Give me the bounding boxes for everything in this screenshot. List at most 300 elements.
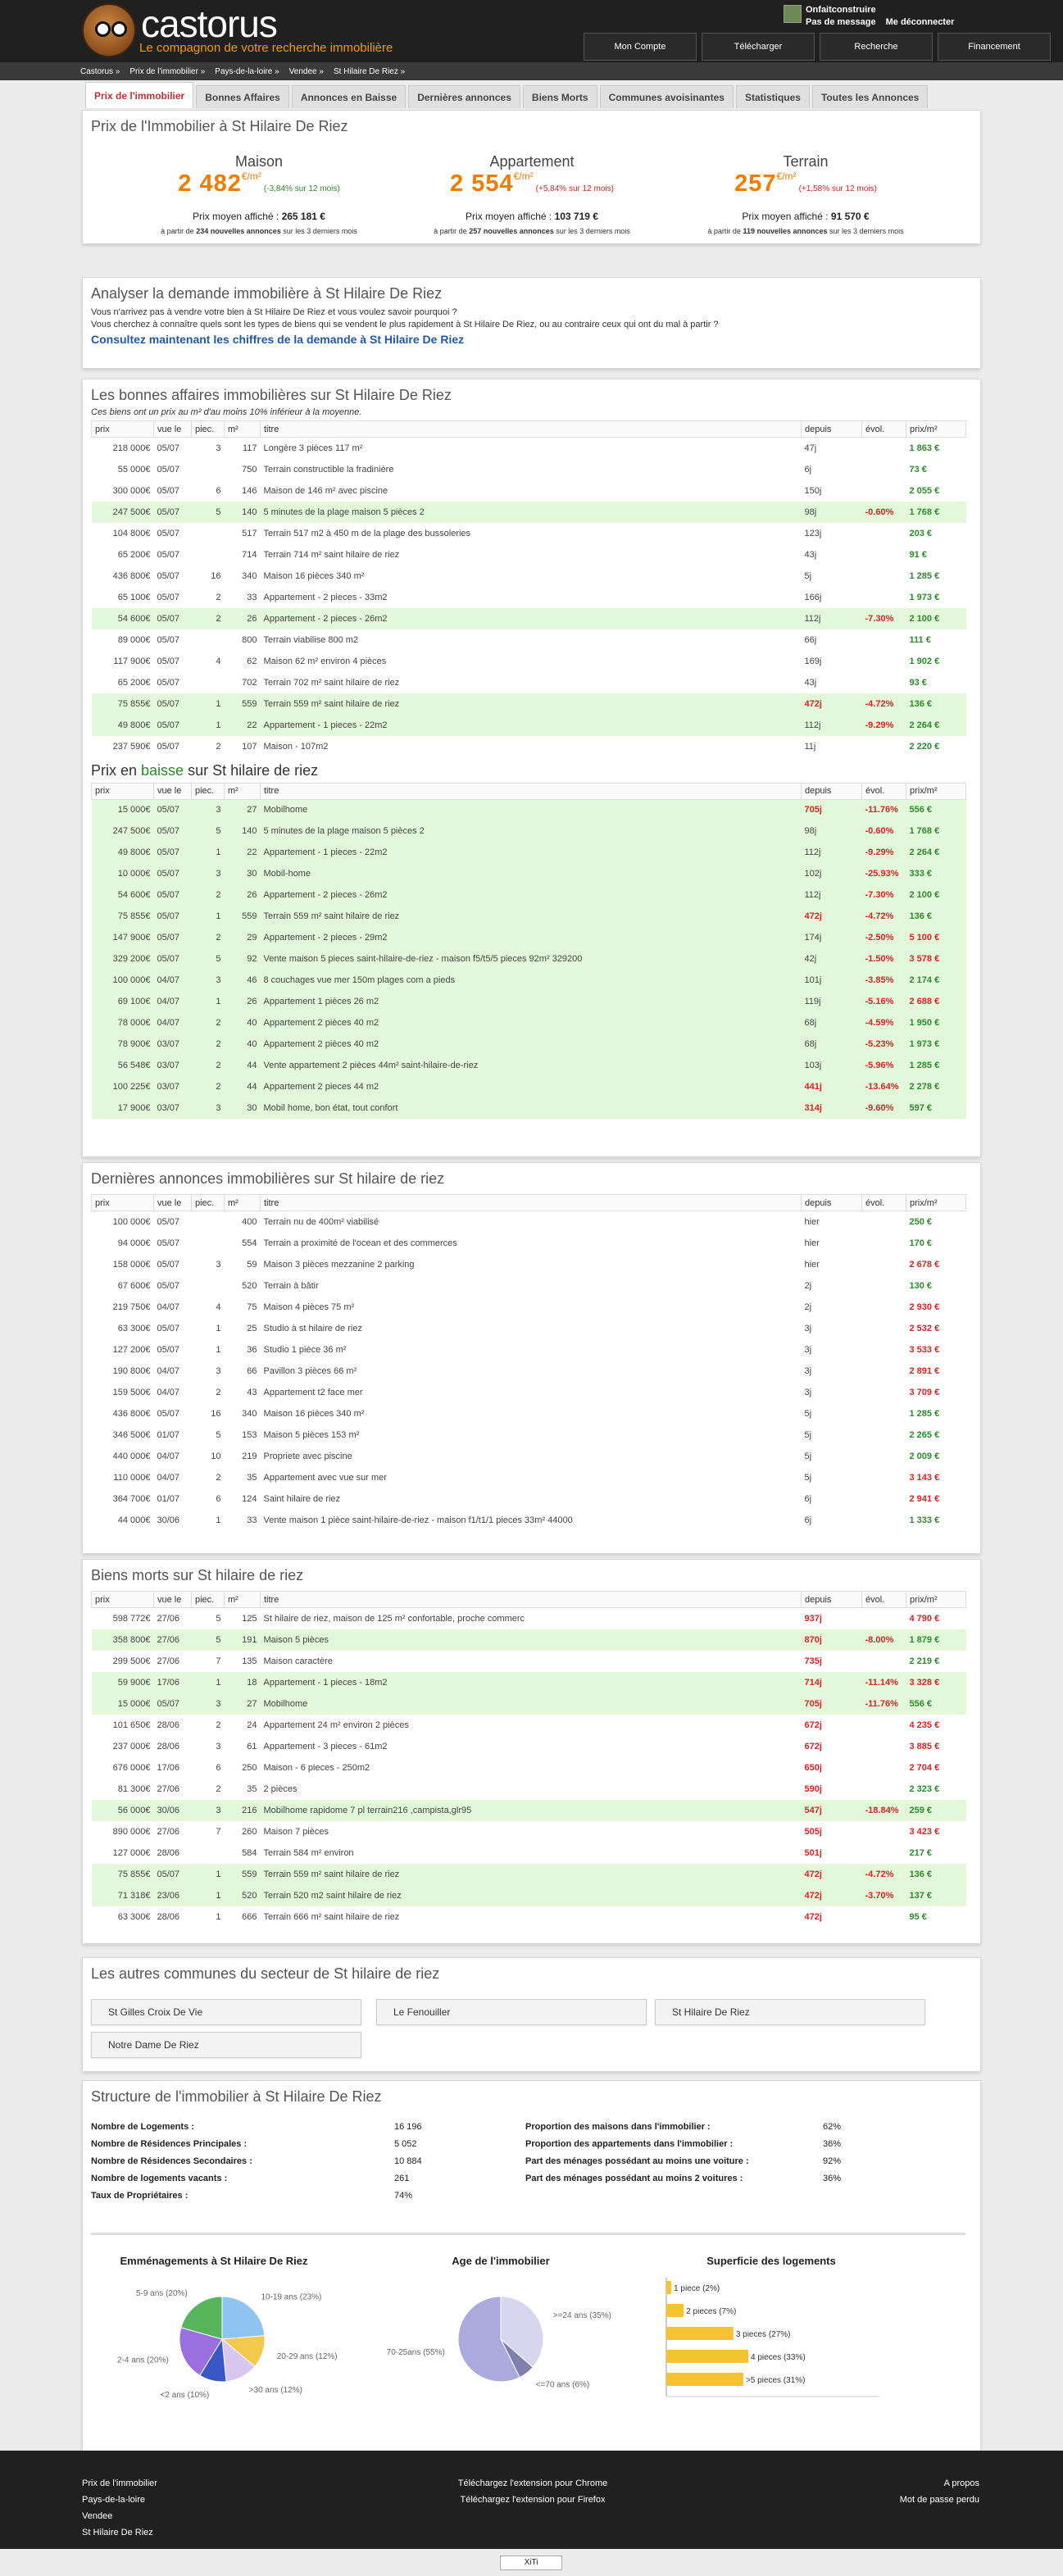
title-cell[interactable]: Maison 5 pièces (261, 1629, 802, 1651)
table-row[interactable] (92, 820, 966, 842)
since-cell: hier (804, 1259, 820, 1270)
price-per-m2-cell: 2 688 € (906, 991, 966, 1012)
table-row[interactable] (92, 651, 966, 672)
table-row[interactable] (92, 480, 966, 502)
avg-label: Prix moyen affiché : (742, 211, 829, 222)
chrome-extension-link[interactable]: Téléchargez l'extension pour Chrome (457, 2478, 608, 2488)
since-cell: 501j (804, 1847, 822, 1858)
column-header-ppm[interactable]: prix/m² (906, 421, 966, 438)
table-row[interactable] (92, 715, 966, 736)
commune-button[interactable]: St Gilles Croix De Vie (91, 1999, 361, 2025)
column-header-m2[interactable]: m² (225, 783, 261, 799)
date-cell: 03/07 (154, 1055, 192, 1076)
evolution-cell: -4.72% (862, 1864, 906, 1885)
table-row[interactable] (92, 1842, 966, 1864)
note-mid[interactable]: nouvelles annonces (756, 227, 828, 235)
date-cell: 05/07 (157, 677, 180, 688)
title-cell[interactable]: Terrain viabilise 800 m2 (263, 634, 359, 645)
messages-link[interactable]: Pas de message (806, 17, 876, 27)
title-cell[interactable]: Mobilhome (261, 799, 802, 820)
date-cell: 01/07 (157, 1429, 180, 1440)
evolution-cell: -4.72% (862, 906, 906, 927)
title-cell[interactable]: Maison caractère (263, 1656, 333, 1666)
title-cell[interactable]: Appartement - 2 pieces - 26m2 (261, 608, 802, 629)
table-row[interactable] (92, 736, 966, 757)
breadcrumb-item[interactable]: Prix de l'immobilier » (129, 66, 206, 76)
tab-bonnes-affaires[interactable]: Bonnes Affaires (196, 85, 289, 108)
table-row[interactable] (92, 842, 966, 863)
column-header-piec[interactable]: piec. (192, 783, 225, 799)
firefox-extension-link[interactable]: Téléchargez l'extension pour Firefox (460, 2495, 606, 2505)
table-row[interactable] (92, 1672, 966, 1693)
column-header-prix[interactable]: prix (92, 783, 154, 799)
since-cell: 47j (804, 443, 817, 453)
title-cell[interactable]: 2 pièces (263, 1783, 298, 1794)
date-cell: 05/07 (157, 1259, 180, 1270)
title-cell[interactable]: Pavillon 3 pièces 66 m² (263, 1365, 357, 1376)
title-cell[interactable]: Appartement - 1 pieces - 22m2 (261, 715, 802, 736)
title-cell[interactable]: Appartement - 3 pieces - 61m2 (263, 1741, 388, 1751)
nav-telecharger[interactable]: Télécharger (702, 33, 815, 61)
avatar[interactable] (784, 5, 802, 23)
date-cell: 05/07 (154, 927, 192, 948)
title-cell[interactable]: Appartement - 1 pieces - 22m2 (261, 842, 802, 863)
evolution-cell: -11.76% (862, 1693, 906, 1715)
column-header-vue[interactable]: vue le (154, 1195, 192, 1211)
price-per-m2-cell: 1 879 € (906, 1629, 966, 1651)
date-cell: 05/07 (157, 549, 180, 560)
since-cell: 505j (804, 1826, 822, 1837)
column-header-m2[interactable]: m² (225, 1195, 261, 1211)
demand-line1: Vous n'arrivez pas à vendre votre bien à St Hilaire De Riez et vous voulez savoir pourquoi ? (91, 307, 457, 317)
title-cell[interactable]: Saint hilaire de riez (263, 1493, 341, 1504)
column-header-prix[interactable]: prix (92, 421, 154, 438)
evolution-cell (862, 1510, 906, 1531)
table-row[interactable] (92, 1885, 966, 1906)
table-row[interactable] (92, 608, 966, 629)
table-row[interactable] (92, 1233, 966, 1254)
table-row[interactable] (92, 1800, 966, 1821)
note-text: sur les 3 derniers mois (556, 227, 630, 235)
pie-label: >30 ans (12%) (248, 2385, 303, 2395)
title-cell[interactable]: Maison 5 pièces 153 m² (263, 1429, 360, 1440)
price-per-m2-cell: 3 423 € (909, 1826, 940, 1837)
user-box (784, 5, 954, 27)
title-cell[interactable]: Appartement 2 pièces 40 m2 (261, 1034, 802, 1055)
title-cell[interactable]: Maison 4 pièces 75 m² (263, 1302, 355, 1312)
price-cell: 81 300€ (117, 1783, 151, 1794)
date-cell: 04/07 (157, 1302, 180, 1312)
title-cell[interactable]: Terrain nu de 400m² viabilisé (263, 1216, 379, 1227)
table-row[interactable] (92, 1012, 966, 1034)
tab-annonces-baisse[interactable]: Annonces en Baisse (292, 85, 406, 108)
surface-cell: 26 (225, 884, 261, 906)
table-row[interactable] (92, 1254, 966, 1275)
column-header-ppm[interactable]: prix/m² (906, 783, 966, 799)
tab-prix[interactable]: Prix de l'immobilier (85, 82, 193, 108)
title-cell[interactable]: Terrain 666 m² saint hilaire de riez (263, 1911, 400, 1922)
title-cell[interactable]: Terrain 559 m² saint hilaire de riez (261, 1864, 802, 1885)
evolution-cell: -25.93% (862, 863, 906, 884)
tab-biens-morts[interactable]: Biens Morts (523, 85, 597, 108)
footer-link[interactable]: Pays-de-la-loire (82, 2495, 146, 2505)
column-header-titre[interactable]: titre (261, 1195, 802, 1211)
table-row[interactable] (92, 1906, 966, 1928)
column-header-depuis[interactable]: depuis (802, 1592, 862, 1608)
title-cell[interactable]: Mobilhome rapidome 7 pl terrain216 ,campista,glr95 (261, 1800, 802, 1821)
column-header-prix[interactable]: prix (92, 1592, 154, 1608)
table-row[interactable] (92, 991, 966, 1012)
tab-toutes[interactable]: Toutes les Annonces (812, 85, 928, 108)
table-row[interactable] (92, 1211, 966, 1233)
price-cell: 54 600€ (92, 608, 154, 629)
table-row[interactable] (92, 1864, 966, 1885)
price-per-m2-cell: 259 € (906, 1800, 966, 1821)
commune-button[interactable]: Notre Dame De Riez (91, 2032, 361, 2058)
date-cell: 05/07 (154, 715, 192, 736)
evolution-cell: -5.16% (862, 991, 906, 1012)
title-cell[interactable]: Vente maison 5 pieces saint-hilaire-de-riez - maison f5/t5/5 pieces 92m² 329200 (261, 948, 802, 970)
table-row[interactable] (92, 1076, 966, 1097)
price-cell: 219 750€ (112, 1302, 151, 1312)
column-header-evol[interactable]: évol. (862, 421, 906, 438)
title-cell[interactable]: Terrain 559 m² saint hilaire de riez (261, 906, 802, 927)
column-header-m2[interactable]: m² (225, 1592, 261, 1608)
column-header-vue[interactable]: vue le (154, 421, 192, 438)
title-cell[interactable]: Vente appartement 2 pièces 44m² saint-hilaire-de-riez (261, 1055, 802, 1076)
title-cell[interactable]: Vente maison 1 pièce saint-hilaire-de-riez - maison f1/t1/1 pieces 33m² 44000 (263, 1515, 573, 1525)
column-header-vue[interactable]: vue le (154, 783, 192, 799)
title-cell[interactable]: Terrain constructible la fradinière (263, 464, 394, 475)
column-header-titre[interactable]: titre (261, 783, 802, 799)
price-cell: 78 000€ (92, 1012, 154, 1034)
title-cell[interactable]: Terrain 714 m² saint hilaire de riez (263, 549, 400, 560)
prices-panel (82, 110, 981, 244)
title-cell[interactable]: Terrain a proximité de l'ocean et des commerces (263, 1238, 457, 1248)
title-cell[interactable]: Appartement - 2 pieces - 33m2 (263, 592, 388, 602)
price-per-m2-cell: 3 885 € (909, 1741, 940, 1751)
date-cell: 05/07 (154, 884, 192, 906)
title-cell[interactable]: Terrain 584 m² environ (263, 1847, 354, 1858)
pie-label: 5-9 ans (20%) (135, 2289, 188, 2299)
table-row[interactable] (92, 1055, 966, 1076)
title-cell[interactable]: Appartement - 2 pieces - 29m2 (261, 927, 802, 948)
surface-cell: 340 (242, 570, 257, 581)
date-cell: 28/06 (157, 1911, 180, 1922)
footer-link[interactable]: Prix de l'immobilier (82, 2478, 157, 2488)
table-row[interactable] (92, 629, 966, 651)
site-logo[interactable] (82, 3, 393, 57)
note-count: 234 (196, 227, 209, 235)
since-cell: 5j (804, 1451, 812, 1461)
table-row[interactable] (92, 1424, 966, 1446)
tab-statistiques[interactable]: Statistiques (736, 85, 810, 108)
price-per-m2-cell: 2 941 € (909, 1493, 940, 1504)
table-row[interactable] (92, 1510, 966, 1531)
table-row[interactable] (92, 587, 966, 608)
brand-name: castorus (141, 2, 277, 45)
surface-cell: 400 (242, 1216, 257, 1227)
title-cell[interactable]: Mobil home, bon état, tout confort (261, 1097, 802, 1119)
price-cell: 358 800€ (92, 1629, 154, 1651)
column-header-prix[interactable]: prix (92, 1195, 154, 1211)
title-cell[interactable]: Terrain 702 m² saint hilaire de riez (263, 677, 400, 688)
table-row[interactable] (92, 1297, 966, 1318)
table-row[interactable] (92, 544, 966, 566)
table-row[interactable] (92, 906, 966, 927)
column-header-evol[interactable]: évol. (862, 1195, 906, 1211)
surface-cell: 27 (225, 799, 261, 820)
stat-row (91, 2122, 194, 2132)
table-row[interactable] (92, 1446, 966, 1467)
title-cell[interactable]: 5 minutes de la plage maison 5 pièces 2 (261, 502, 802, 523)
column-header-piec[interactable]: piec. (192, 1592, 225, 1608)
since-cell: 472j (802, 693, 862, 715)
username[interactable]: Onfaitconstruire (806, 5, 876, 15)
title-cell[interactable]: Appartement - 2 pieces - 26m2 (261, 884, 802, 906)
title-cell[interactable]: Propriete avec piscine (263, 1451, 352, 1461)
table-row[interactable] (92, 1361, 966, 1382)
avg-value: 91 570 € (830, 211, 870, 222)
title-cell[interactable]: 8 couchages vue mer 150m plages com a pieds (261, 970, 802, 991)
table-row[interactable] (92, 566, 966, 587)
tab-bar (82, 80, 981, 108)
title-cell[interactable]: Maison 16 pièces 340 m² (263, 570, 365, 581)
table-row[interactable] (92, 672, 966, 693)
table-row[interactable] (92, 863, 966, 884)
table-row[interactable] (92, 1488, 966, 1510)
xiti-badge[interactable]: XiTi (500, 2556, 562, 2570)
evolution-cell: -11.14% (862, 1672, 906, 1693)
evolution-cell (862, 1339, 906, 1361)
table-row[interactable] (92, 1651, 966, 1672)
column-header-titre[interactable]: titre (261, 421, 802, 438)
table-header (92, 421, 966, 438)
title-cell[interactable]: St hilaire de riez, maison de 125 m² confortable, proche commerc (263, 1613, 525, 1624)
date-cell: 05/07 (154, 842, 192, 863)
price-cell: 104 800€ (112, 528, 151, 538)
site-header (0, 0, 1063, 62)
since-cell: 705j (802, 799, 862, 820)
price-per-m2-cell: 5 100 € (906, 927, 966, 948)
breadcrumb-item[interactable]: Pays-de-la-loire » (215, 66, 279, 76)
rooms-cell: 5 (216, 1613, 221, 1624)
price-cell: 436 800€ (112, 1408, 151, 1419)
table-row[interactable] (92, 1275, 966, 1297)
note-mid[interactable]: nouvelles annonces (210, 227, 281, 235)
date-cell: 05/07 (154, 948, 192, 970)
title-cell[interactable]: Terrain à bâtir (263, 1280, 319, 1291)
title-cell[interactable]: Appartement 1 pièces 26 m2 (261, 991, 802, 1012)
footer-link[interactable]: Vendee (82, 2511, 113, 2521)
since-cell: 5j (804, 1429, 812, 1440)
nav-recherche[interactable]: Recherche (820, 33, 933, 61)
rooms-cell: 5 (192, 820, 225, 842)
column-header-ppm[interactable]: prix/m² (906, 1592, 966, 1608)
latest-table (91, 1194, 966, 1531)
column-header-piec[interactable]: piec. (192, 421, 225, 438)
title-cell[interactable]: Maison - 6 pieces - 250m2 (263, 1762, 370, 1773)
table-row[interactable] (92, 438, 966, 459)
table-row[interactable] (92, 1339, 966, 1361)
table-row[interactable] (92, 1608, 966, 1629)
table-row[interactable] (92, 1629, 966, 1651)
surface-cell: 554 (242, 1238, 257, 1248)
date-cell: 05/07 (154, 863, 192, 884)
table-row[interactable] (92, 1097, 966, 1119)
title-cell[interactable]: Studio à st hilaire de riez (263, 1323, 362, 1333)
footer-link[interactable]: St Hilaire De Riez (82, 2528, 153, 2537)
evolution-cell (862, 1608, 906, 1629)
price-per-m2-cell: 137 € (906, 1885, 966, 1906)
bar-label: >5 pieces (31%) (745, 2376, 806, 2385)
chart3-title: Superficie des logements (706, 2255, 836, 2267)
column-header-evol[interactable]: évol. (862, 783, 906, 799)
rooms-cell: 1 (192, 1672, 225, 1693)
table-row[interactable] (92, 1382, 966, 1403)
title-cell[interactable]: Appartement - 1 pieces - 18m2 (261, 1672, 802, 1693)
title-cell[interactable]: Mobil-home (261, 863, 802, 884)
logout-link[interactable]: Me déconnecter (885, 17, 955, 27)
stat-row (91, 2139, 247, 2149)
column-header-ppm[interactable]: prix/m² (906, 1195, 966, 1211)
table-row[interactable] (92, 970, 966, 991)
title-cell[interactable]: Maison 7 pièces (263, 1826, 329, 1837)
table-row[interactable] (92, 799, 966, 820)
table-row[interactable] (92, 1779, 966, 1800)
price-per-m2-cell: 1 333 € (909, 1515, 940, 1525)
table-row[interactable] (92, 1736, 966, 1757)
pie-slice (222, 2297, 265, 2339)
column-header-depuis[interactable]: depuis (802, 783, 862, 799)
price-cell: 55 000€ (117, 464, 151, 475)
table-row[interactable] (92, 1467, 966, 1488)
table-row[interactable] (92, 1757, 966, 1779)
column-header-piec[interactable]: piec. (192, 1195, 225, 1211)
evolution-cell (862, 480, 906, 502)
column-header-vue[interactable]: vue le (154, 1592, 192, 1608)
surface-cell: 18 (225, 1672, 261, 1693)
since-cell: 441j (802, 1076, 862, 1097)
table-row[interactable] (92, 884, 966, 906)
note-mid[interactable]: nouvelles annonces (483, 227, 554, 235)
price-per-m2-cell: 1 973 € (906, 1034, 966, 1055)
date-cell: 05/07 (157, 1344, 180, 1355)
title-cell[interactable]: Longère 3 pièces 117 m² (263, 443, 363, 453)
title-cell[interactable]: Maison de 146 m² avec piscine (263, 485, 388, 496)
commune-button[interactable]: Le Fenouiller (376, 1999, 647, 2025)
nav-financement[interactable]: Financement (938, 33, 1051, 61)
price-per-m2-cell: 2 930 € (909, 1302, 940, 1312)
column-header-titre[interactable]: titre (261, 1592, 802, 1608)
table-row[interactable] (92, 1821, 966, 1842)
title-cell[interactable]: Maison 3 pièces mezzanine 2 parking (263, 1259, 415, 1270)
commune-button[interactable]: St Hilaire De Riez (655, 1999, 925, 2025)
title-cell[interactable]: Maison 16 pièces 340 m² (263, 1408, 365, 1419)
rooms-cell: 7 (216, 1826, 221, 1837)
price-per-m2-cell: 136 € (906, 693, 966, 715)
since-cell: 5j (804, 570, 812, 581)
title-cell[interactable]: Terrain 559 m² saint hilaire de riez (261, 693, 802, 715)
title-cell[interactable]: Maison 62 m² environ 4 pièces (263, 656, 387, 666)
table-row[interactable] (92, 927, 966, 948)
table-row[interactable] (92, 948, 966, 970)
column-header-depuis[interactable]: depuis (802, 421, 862, 438)
table-row[interactable] (92, 1034, 966, 1055)
nav-mon-compte[interactable]: Mon Compte (584, 33, 697, 61)
breadcrumb-item[interactable]: Castorus » (80, 66, 120, 76)
avg-value: 103 719 € (554, 211, 598, 222)
table-row[interactable] (92, 1318, 966, 1339)
breadcrumb-item[interactable]: Vendee » (288, 66, 324, 76)
price-per-m2-cell: 2 220 € (909, 741, 940, 752)
evolution-cell (862, 1382, 906, 1403)
rooms-cell (192, 1233, 225, 1254)
price-per-m2-cell: 3 709 € (909, 1387, 940, 1397)
title-cell[interactable]: Appartement 2 pièces 40 m2 (261, 1012, 802, 1034)
rooms-cell: 6 (216, 1493, 221, 1504)
baisse-title-post: sur St hilaire de riez (184, 761, 319, 779)
table-row[interactable] (92, 523, 966, 544)
price-unit: €/m² (241, 170, 261, 182)
column-header-m2[interactable]: m² (225, 421, 261, 438)
title-cell[interactable]: Terrain 520 m2 saint hilaire de riez (261, 1885, 802, 1906)
stat-label: Nombre de Résidences Principales : (91, 2139, 248, 2149)
title-cell[interactable]: Studio 1 pièce 36 m² (263, 1344, 347, 1355)
title-cell[interactable]: Terrain 517 m2 à 450 m de la plage des bussoleries (263, 528, 471, 538)
price-per-m2-cell: 1 285 € (906, 1055, 966, 1076)
title-cell[interactable]: Appartement 2 pieces 44 m2 (261, 1076, 802, 1097)
rooms-cell: 2 (216, 592, 221, 602)
surface-cell: 146 (242, 485, 257, 496)
since-cell: 870j (802, 1629, 862, 1651)
table-row[interactable] (92, 693, 966, 715)
lost-password-link[interactable]: Mot de passe perdu (899, 2495, 979, 2505)
rooms-cell: 4 (216, 656, 221, 666)
title-cell[interactable]: Appartement avec vue sur mer (263, 1472, 387, 1483)
price-cell: 110 000€ (113, 1472, 151, 1483)
pie-label: >=24 ans (35%) (552, 2311, 611, 2321)
surface-cell: 22 (225, 715, 261, 736)
table-row[interactable] (92, 459, 966, 480)
title-cell[interactable]: Maison - 107m2 (263, 741, 329, 752)
title-cell[interactable]: Appartement 24 m² environ 2 pièces (263, 1720, 409, 1730)
surface-cell: 75 (247, 1302, 257, 1312)
tab-communes[interactable]: Communes avoisinantes (600, 85, 734, 108)
since-cell: 672j (804, 1741, 822, 1751)
title-cell[interactable]: 5 minutes de la plage maison 5 pièces 2 (261, 820, 802, 842)
title-cell[interactable]: Appartement t2 face mer (263, 1387, 363, 1397)
tab-dernieres[interactable]: Dernières annonces (408, 85, 520, 108)
column-header-evol[interactable]: évol. (862, 1592, 906, 1608)
since-cell: 68j (802, 1034, 862, 1055)
rooms-cell: 1 (192, 693, 225, 715)
table-row[interactable] (92, 502, 966, 523)
breadcrumb-item[interactable]: St Hilaire De Riez » (333, 66, 406, 76)
stat-value: 36% (823, 2174, 842, 2183)
about-link[interactable]: A propos (943, 2478, 979, 2488)
price-per-m2-cell: 2 265 € (909, 1429, 940, 1440)
demand-link[interactable]: Consultez maintenant les chiffres de la demande à St Hilaire De Riez (91, 333, 465, 346)
title-cell[interactable]: Mobilhome (261, 1693, 802, 1715)
since-cell: 6j (804, 1515, 812, 1525)
table-header (92, 1195, 966, 1211)
table-row[interactable] (92, 1693, 966, 1715)
table-row[interactable] (92, 1715, 966, 1736)
price-cell: 299 500€ (112, 1656, 151, 1666)
column-header-depuis[interactable]: depuis (802, 1195, 862, 1211)
table-row[interactable] (92, 1403, 966, 1424)
